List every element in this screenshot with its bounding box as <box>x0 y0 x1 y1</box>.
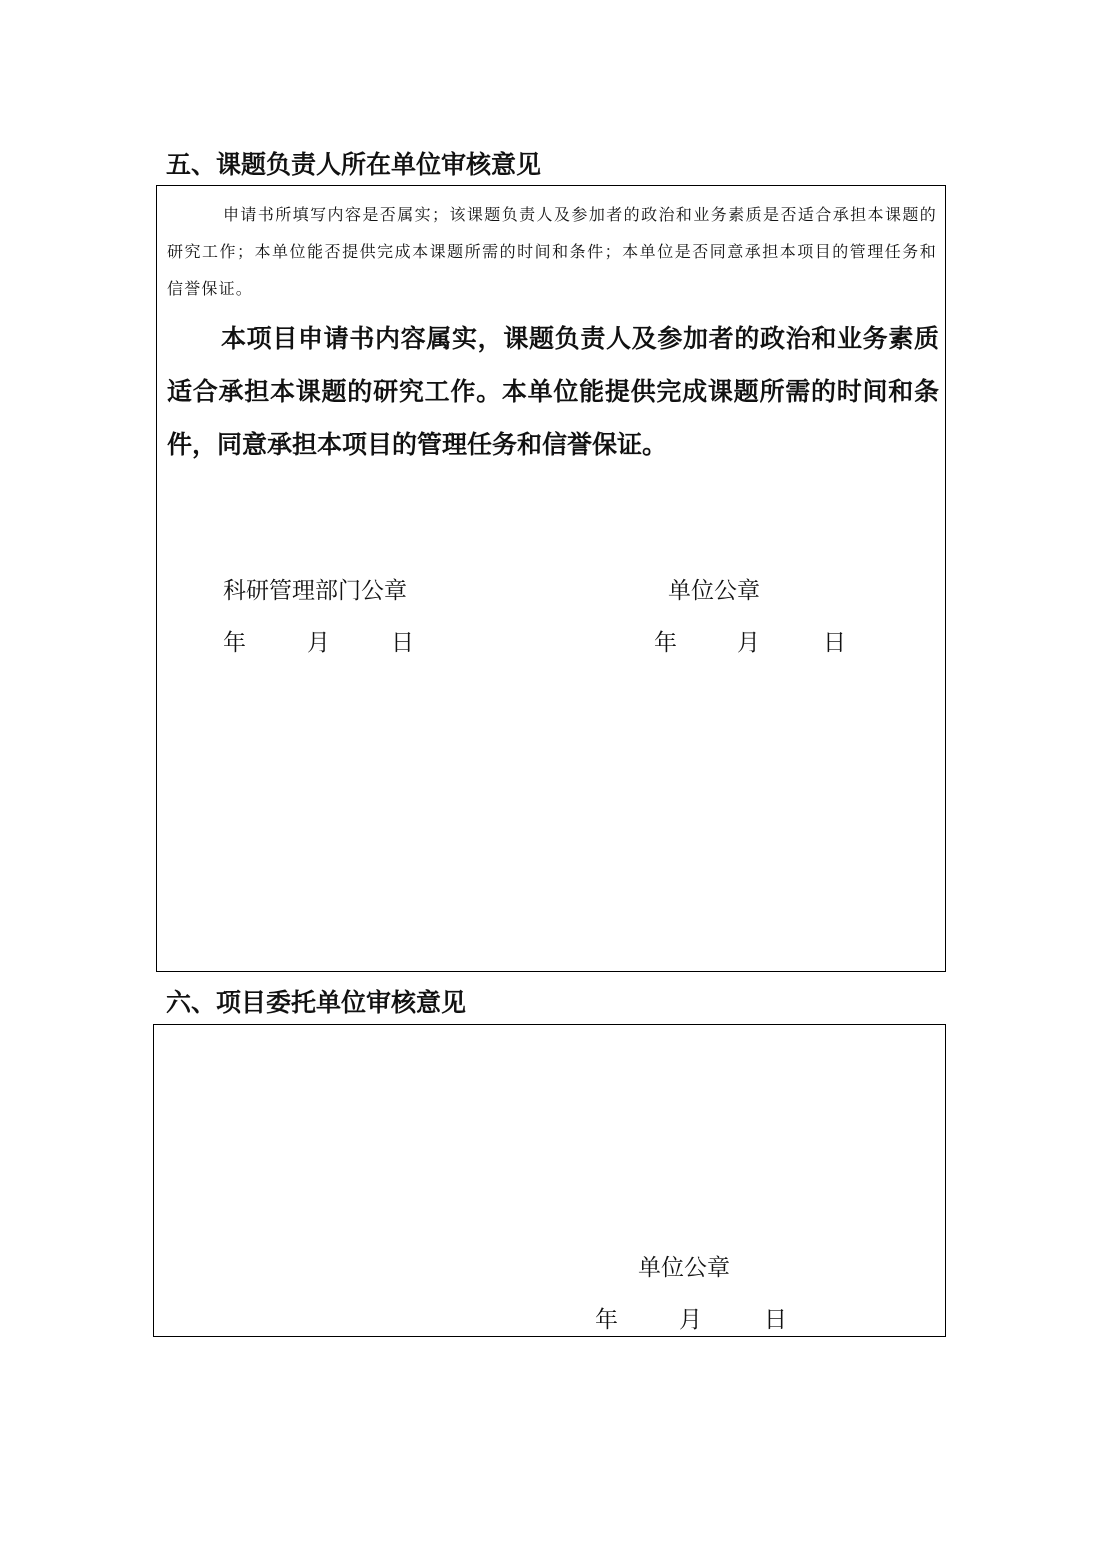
research-dept-seal-label: 科研管理部门公章 <box>223 578 407 604</box>
date-year-right: 年 <box>654 630 677 656</box>
section6-title: 六、项目委托单位审核意见 <box>166 988 467 1017</box>
date-month-left: 月 <box>307 630 330 656</box>
section6-date-year: 年 <box>595 1307 618 1333</box>
section6-date-month: 月 <box>679 1307 702 1333</box>
unit-seal-label: 单位公章 <box>668 578 760 604</box>
date-month-right: 月 <box>737 630 760 656</box>
date-year-left: 年 <box>223 630 246 656</box>
section6-date-day: 日 <box>764 1307 787 1333</box>
date-day-left: 日 <box>391 630 414 656</box>
section5-title: 五、课题负责人所在单位审核意见 <box>166 150 542 179</box>
date-day-right: 日 <box>823 630 846 656</box>
section5-instruction: 申请书所填写内容是否属实；该课题负责人及参加者的政治和业务素质是否适合承担本课题的研究工作；本单位能否提供完成本课题所需的时间和条件；本单位是否同意承担本项目的管理任务和信誉保证。 <box>167 205 937 298</box>
section5-box <box>156 185 946 972</box>
section6-box <box>153 1024 946 1337</box>
section6-unit-seal-label: 单位公章 <box>638 1255 730 1281</box>
section5-statement: 本项目申请书内容属实，课题负责人及参加者的政治和业务素质适合承担本课题的研究工作。本单位能提供完成课题所需的时间和条件，同意承担本项目的管理任务和信誉保证。 <box>167 324 939 459</box>
